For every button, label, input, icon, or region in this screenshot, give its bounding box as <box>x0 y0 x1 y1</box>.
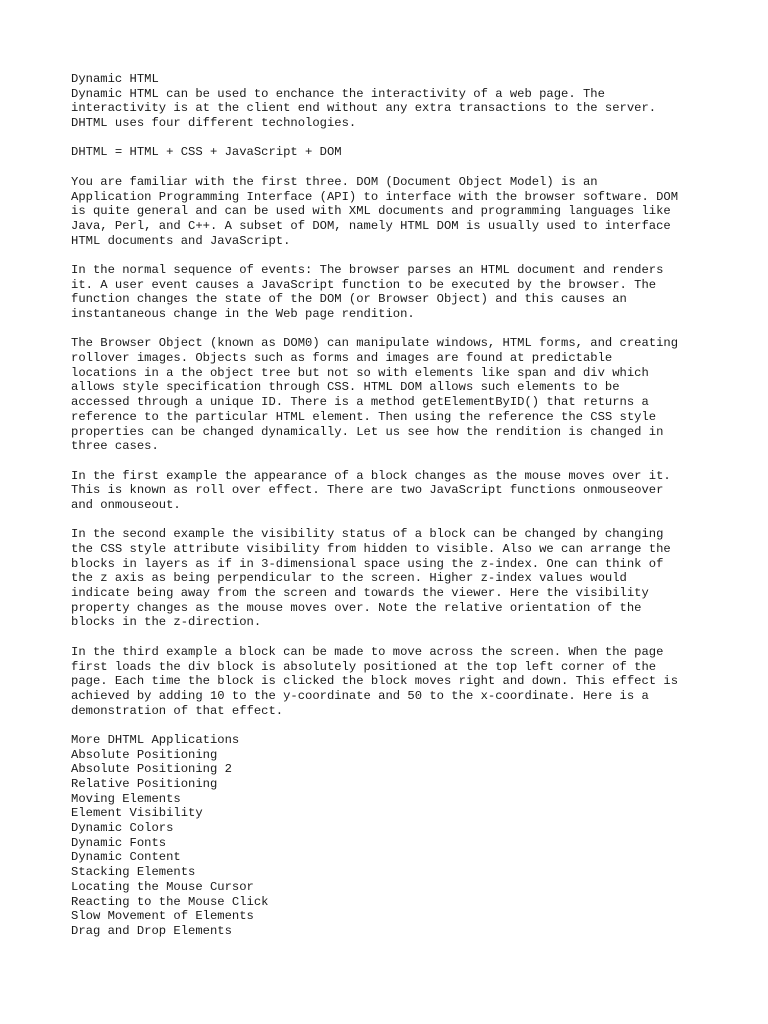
intro-line: Dynamic HTML can be used to enchance the interactivity of a web page. The <box>71 86 605 101</box>
paragraph <box>71 469 711 513</box>
paragraph-line: locations in a the object tree but not so with elements like span and div which <box>71 365 649 380</box>
paragraph-line: reference to the particular HTML element. Then using the reference the CSS style <box>71 409 657 424</box>
dhtml-equation: DHTML = HTML + CSS + JavaScript + DOM <box>71 145 342 160</box>
paragraph-line: page. Each time the block is clicked the block moves right and down. This effect is <box>71 674 679 689</box>
paragraph <box>71 645 711 718</box>
paragraph-line: In the third example a block can be made to move across the screen. When the page <box>71 644 664 659</box>
paragraph-line: indicate being away from the screen and towards the viewer. Here the visibility <box>71 586 649 601</box>
application-link[interactable]: Dynamic Colors <box>71 821 174 836</box>
paragraph-line: the z axis as being perpendicular to the screen. Higher z-index values would <box>71 571 627 586</box>
paragraph-line: it. A user event causes a JavaScript function to be executed by the browser. The <box>71 277 657 292</box>
paragraph-line: is quite general and can be used with XML documents and programming languages like <box>71 204 671 219</box>
paragraph <box>71 336 711 454</box>
intro-line: DHTML uses four different technologies. <box>71 116 357 131</box>
paragraph-gap <box>71 454 711 469</box>
paragraph-line: blocks in the z-direction. <box>71 615 262 630</box>
application-link[interactable]: Drag and Drop Elements <box>71 923 232 938</box>
application-link[interactable]: Locating the Mouse Cursor <box>71 879 254 894</box>
application-link[interactable]: Reacting to the Mouse Click <box>71 894 269 909</box>
paragraph-line: blocks in layers as if in 3-dimensional space using the z-index. One can think of <box>71 556 664 571</box>
paragraph-line: achieved by adding 10 to the y-coordinate and 50 to the x-coordinate. Here is a <box>71 688 649 703</box>
paragraph-line: Java, Perl, and C++. A subset of DOM, namely HTML DOM is usually used to interface <box>71 218 671 233</box>
paragraph-gap <box>71 322 711 337</box>
paragraph-line: allows style specification through CSS. HTML DOM allows such elements to be <box>71 380 620 395</box>
application-link[interactable]: Absolute Positioning <box>71 747 218 762</box>
application-link[interactable]: Slow Movement of Elements <box>71 909 254 924</box>
application-link[interactable]: Dynamic Fonts <box>71 835 167 850</box>
application-link[interactable]: Dynamic Content <box>71 850 181 865</box>
paragraph-line: You are familiar with the first three. DOM (Document Object Model) is an <box>71 174 598 189</box>
intro-line: interactivity is at the client end without any extra transactions to the server. <box>71 101 657 116</box>
paragraph-line: properties can be changed dynamically. Let us see how the rendition is changed in <box>71 424 664 439</box>
application-link[interactable]: Element Visibility <box>71 806 203 821</box>
paragraph-line: This is known as roll over effect. There are two JavaScript functions onmouseover <box>71 483 664 498</box>
body-paragraphs <box>71 175 711 733</box>
paragraph-gap <box>71 131 711 146</box>
paragraph-line: the CSS style attribute visibility from hidden to visible. Also we can arrange the <box>71 542 671 556</box>
paragraph-gap <box>71 718 711 733</box>
paragraph-gap <box>71 630 711 645</box>
paragraph-gap <box>71 160 711 175</box>
more-applications-heading: More DHTML Applications <box>71 732 240 747</box>
paragraph-gap <box>71 248 711 263</box>
paragraph-line: property changes as the mouse moves over. Note the relative orientation of the <box>71 600 642 615</box>
paragraph-line: In the first example the appearance of a block changes as the mouse moves over it. <box>71 468 671 483</box>
paragraph-line: first loads the div block is absolutely positioned at the top left corner of the <box>71 659 657 674</box>
paragraph <box>71 175 711 248</box>
paragraph-line: accessed through a unique ID. There is a method getElementByID() that returns a <box>71 395 649 410</box>
paragraph <box>71 263 711 322</box>
application-link[interactable]: Moving Elements <box>71 791 181 806</box>
more-applications-list <box>71 733 711 939</box>
paragraph-line: In the second example the visibility status of a block can be changed by changing <box>71 527 664 542</box>
paragraph-line: demonstration of that effect. <box>71 703 284 718</box>
document-title: Dynamic HTML <box>71 72 159 86</box>
paragraph <box>71 527 711 630</box>
application-link[interactable]: Relative Positioning <box>71 777 218 791</box>
paragraph-line: The Browser Object (known as DOM0) can manipulate windows, HTML forms, and creating <box>71 336 679 351</box>
paragraph-line: Application Programming Interface (API) to interface with the browser software. DOM <box>71 189 679 204</box>
paragraph-line: three cases. <box>71 439 159 454</box>
application-link[interactable]: Absolute Positioning 2 <box>71 762 232 777</box>
applications-links <box>71 748 711 939</box>
document-page <box>71 72 711 939</box>
application-link[interactable]: Stacking Elements <box>71 865 196 880</box>
paragraph-line: In the normal sequence of events: The browser parses an HTML document and renders <box>71 262 664 277</box>
paragraph-line: function changes the state of the DOM (or Browser Object) and this causes an <box>71 292 627 307</box>
paragraph-line: rollover images. Objects such as forms and images are found at predictable <box>71 351 613 366</box>
paragraph-line: HTML documents and JavaScript. <box>71 233 291 248</box>
paragraph-line: instantaneous change in the Web page rendition. <box>71 307 415 321</box>
intro-block <box>71 72 711 131</box>
paragraph-gap <box>71 513 711 528</box>
paragraph-line: and onmouseout. <box>71 497 181 512</box>
